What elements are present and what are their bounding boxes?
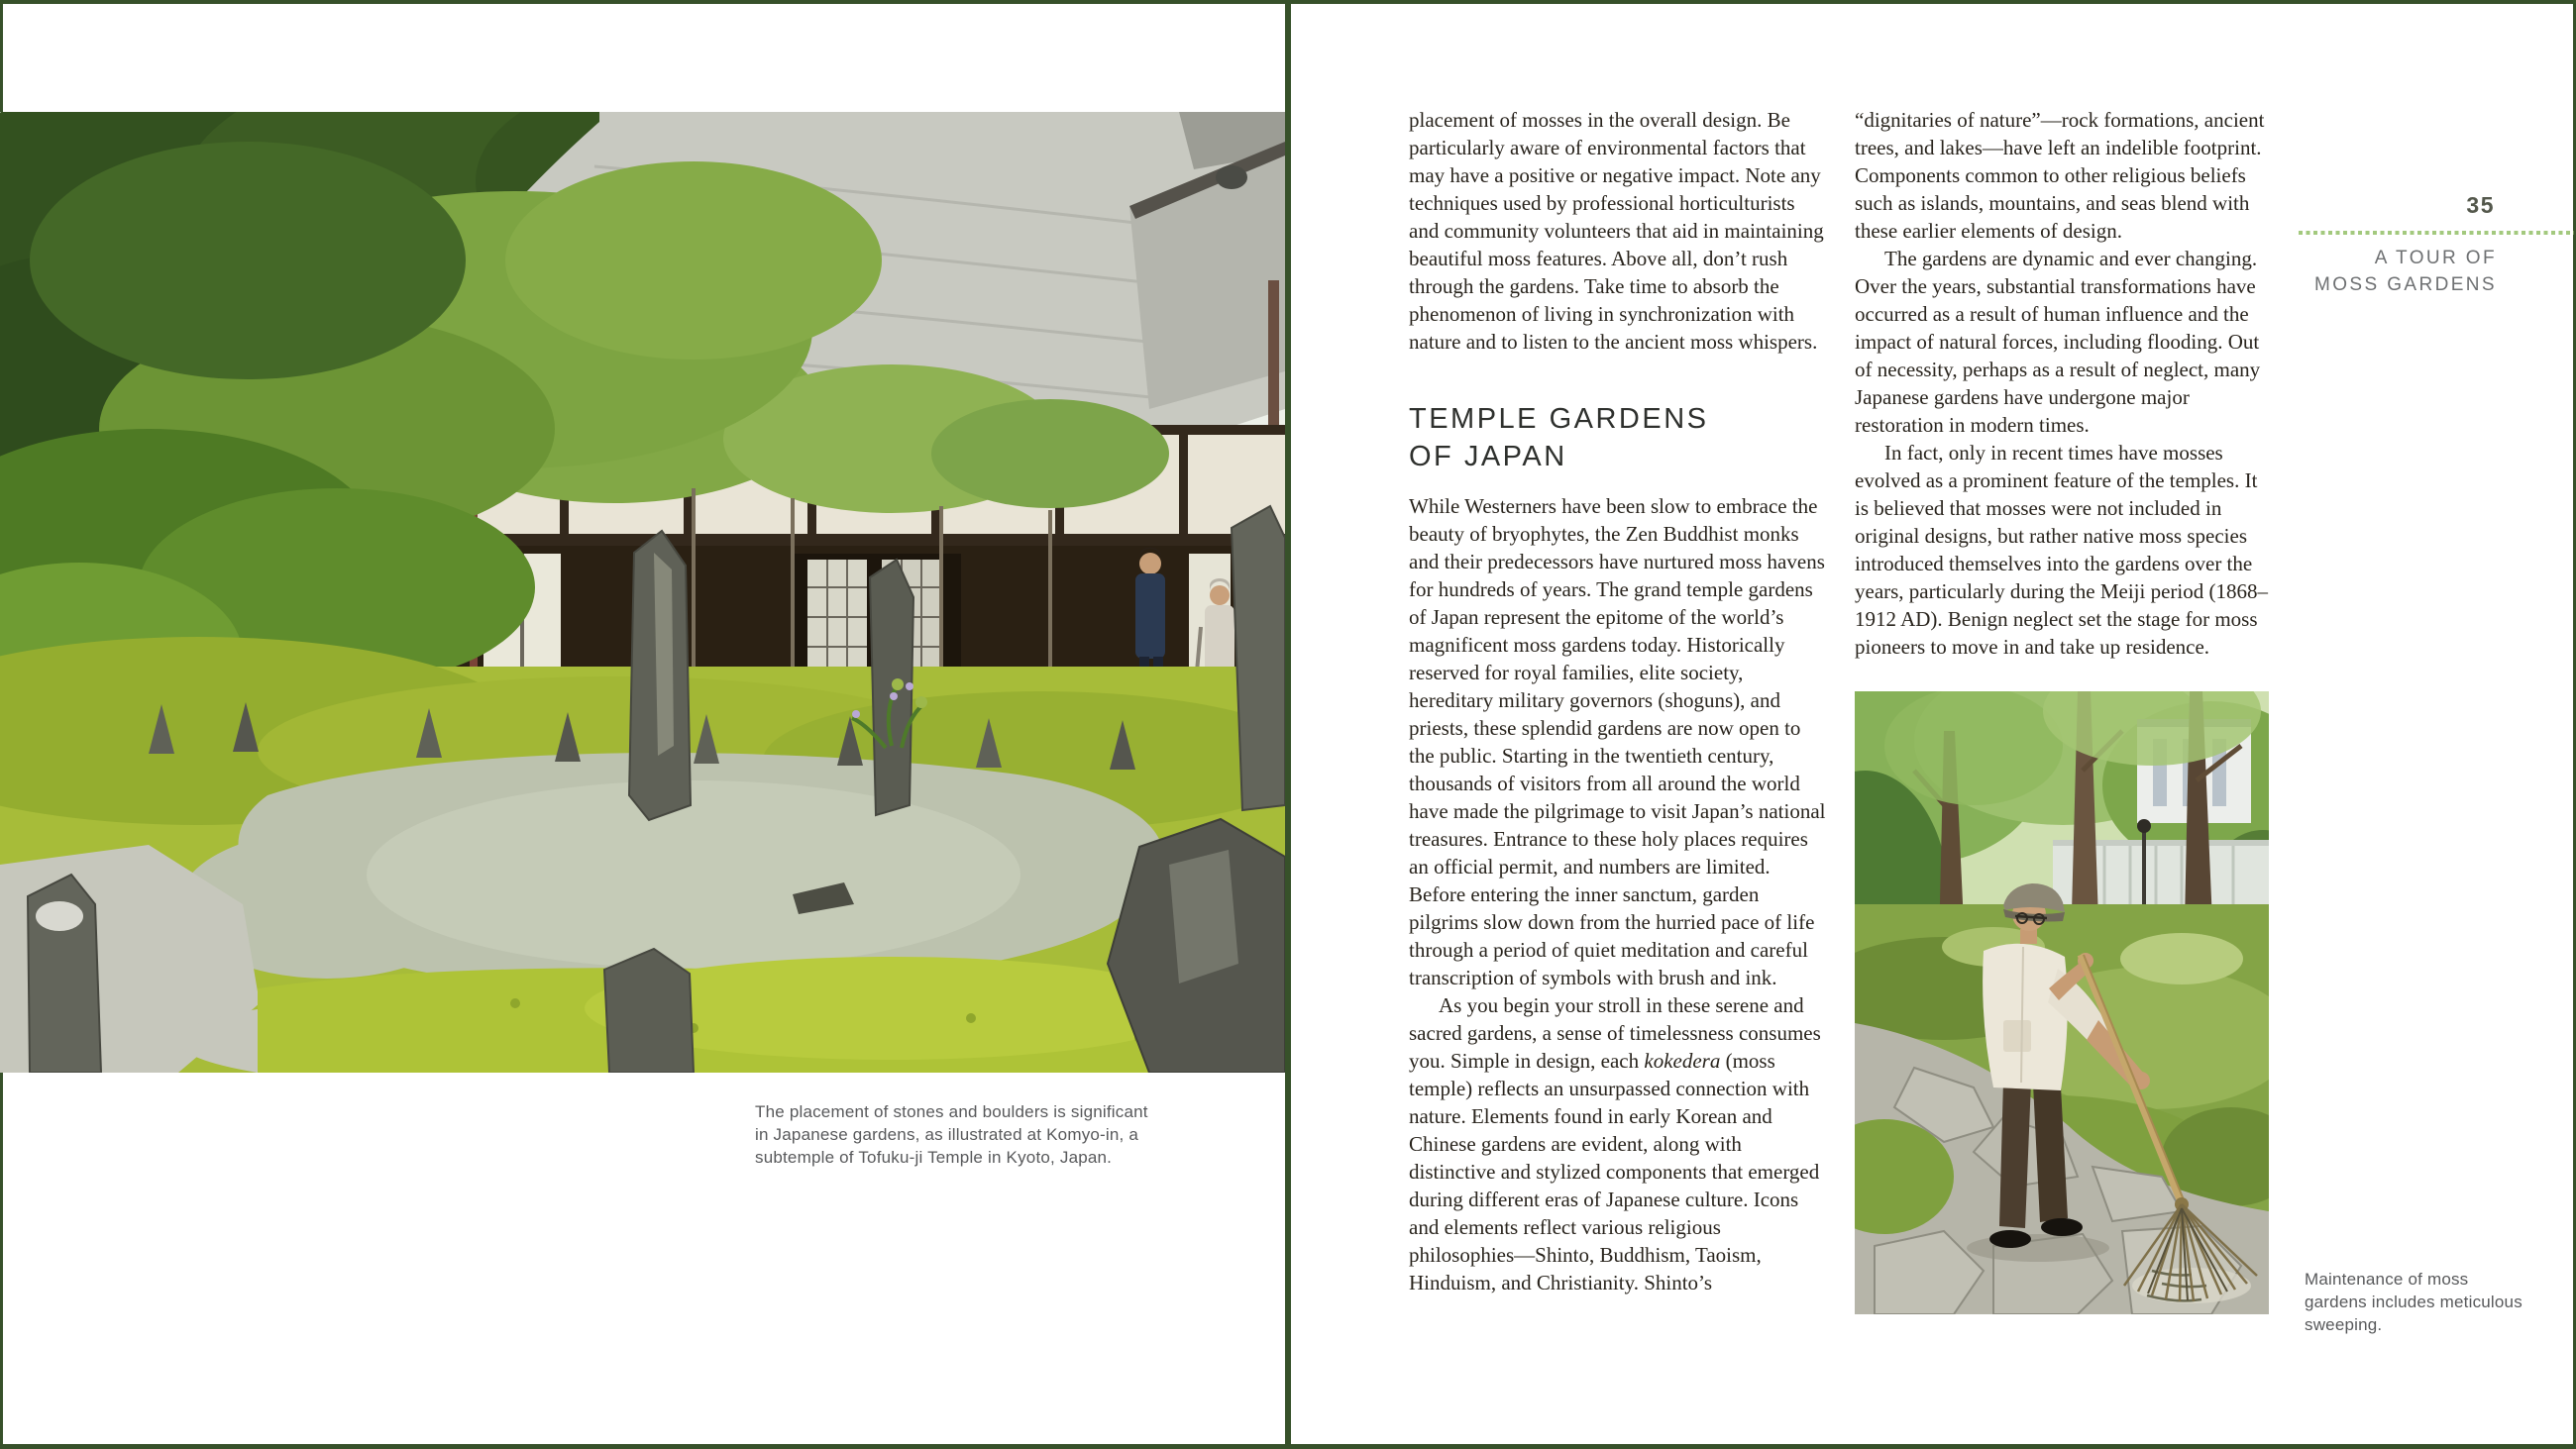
page-gutter-rule <box>1285 0 1291 1449</box>
garden-photo <box>0 112 1285 1073</box>
paragraph <box>1409 991 1829 1296</box>
page-number: 35 <box>2466 192 2495 218</box>
italic-term: kokedera <box>1644 1049 1721 1073</box>
paragraph: The gardens are dynamic and ever changing. Over the years, substantial transformations have occurred as a result of human influence and the impact of natural forces, including flooding. Out of necessity, perhaps as a result of neglect, many Japanese gardens have undergone major restoration in modern times. <box>1855 247 2261 437</box>
heading-line-2: OF JAPAN <box>1409 441 1567 472</box>
paragraph-run: (moss temple) reflects an unsurpassed connection with nature. Elements found in early Korean and Chinese gardens are evident, along with distinctive and stylized components that emerged during different eras of Japanese culture. Icons and elements reflect various religious philosophies—Shinto, Buddhism, Taoism, Hinduism, and Christianity. Shinto’s <box>1409 1049 1820 1294</box>
garden-photo-caption: The placement of stones and boulders is significant in Japanese gardens, as illustrated at Komyo-in, a subtemple of Tofuku-ji Temple in Kyoto, Japan. <box>755 1102 1148 1167</box>
dotted-rule <box>2299 231 2574 235</box>
running-head-line-1: A TOUR OF <box>2374 248 2497 268</box>
sweeping-photo-illustration <box>1855 691 2269 1314</box>
text-column-1 <box>1409 106 1829 1296</box>
heading-line-1: TEMPLE GARDENS <box>1409 403 1709 435</box>
paragraph: In fact, only in recent times have mosses evolved as a prominent feature of the temples. It is believed that mosses were not included in original designs, but rather native moss species introduced themselves into the gardens over the years, particularly during the Meiji period (1868–1912 AD). Benign neglect set the stage for moss pioneers to move in and take up residence. <box>1855 441 2268 659</box>
paragraph-run: As you begin your stroll in these serene and sacred gardens, a sense of timelessness consumes you. Simple in design, each <box>1409 993 1821 1073</box>
text-column-2 <box>1855 106 2275 661</box>
garden-photo-illustration <box>0 112 1285 1073</box>
section-heading <box>1409 400 1829 475</box>
paragraph: While Westerners have been slow to embrace the beauty of bryophytes, the Zen Buddhist monks and their predecessors have nurtured moss havens for hundreds of years. The grand temple gardens of Japan represent the epitome of the world’s magnificent moss gardens today. Historically reserved for royal families, elite society, hereditary military governors (shoguns), and priests, these splendid gardens are now open to the public. Starting in the twentieth century, thousands of visitors from all around the world have made the pilgrimage to visit Japan’s national treasures. Entrance to these holy places requires an official permit, and numbers are limited. Before entering the inner sanctum, garden pilgrims slow down from the hurried pace of life through a period of quiet meditation and careful transcription of symbols with brush and ink. <box>1409 494 1826 989</box>
paragraph-continuation: “dignitaries of nature”—rock formations, ancient trees, and lakes—have left an indelible footprint. Components common to other religious beliefs such as islands, mountains, and seas blend with these earlier elements of design. <box>1855 108 2265 243</box>
paragraph-continuation: placement of mosses in the overall design. Be particularly aware of environmental factors that may have a positive or negative impact. Note any techniques used by professional horticulturists and community volunteers that aid in maintaining beautiful moss features. Above all, don’t rush through the gardens. Take time to absorb the phenomenon of living in synchronization with nature and to listen to the ancient moss whispers. <box>1409 108 1824 354</box>
running-head-line-2: MOSS GARDENS <box>2314 274 2497 295</box>
sweeping-photo-caption: Maintenance of moss gardens includes meticulous sweeping. <box>2305 1270 2522 1334</box>
sweeping-photo <box>1855 691 2269 1314</box>
running-head <box>2314 245 2497 298</box>
